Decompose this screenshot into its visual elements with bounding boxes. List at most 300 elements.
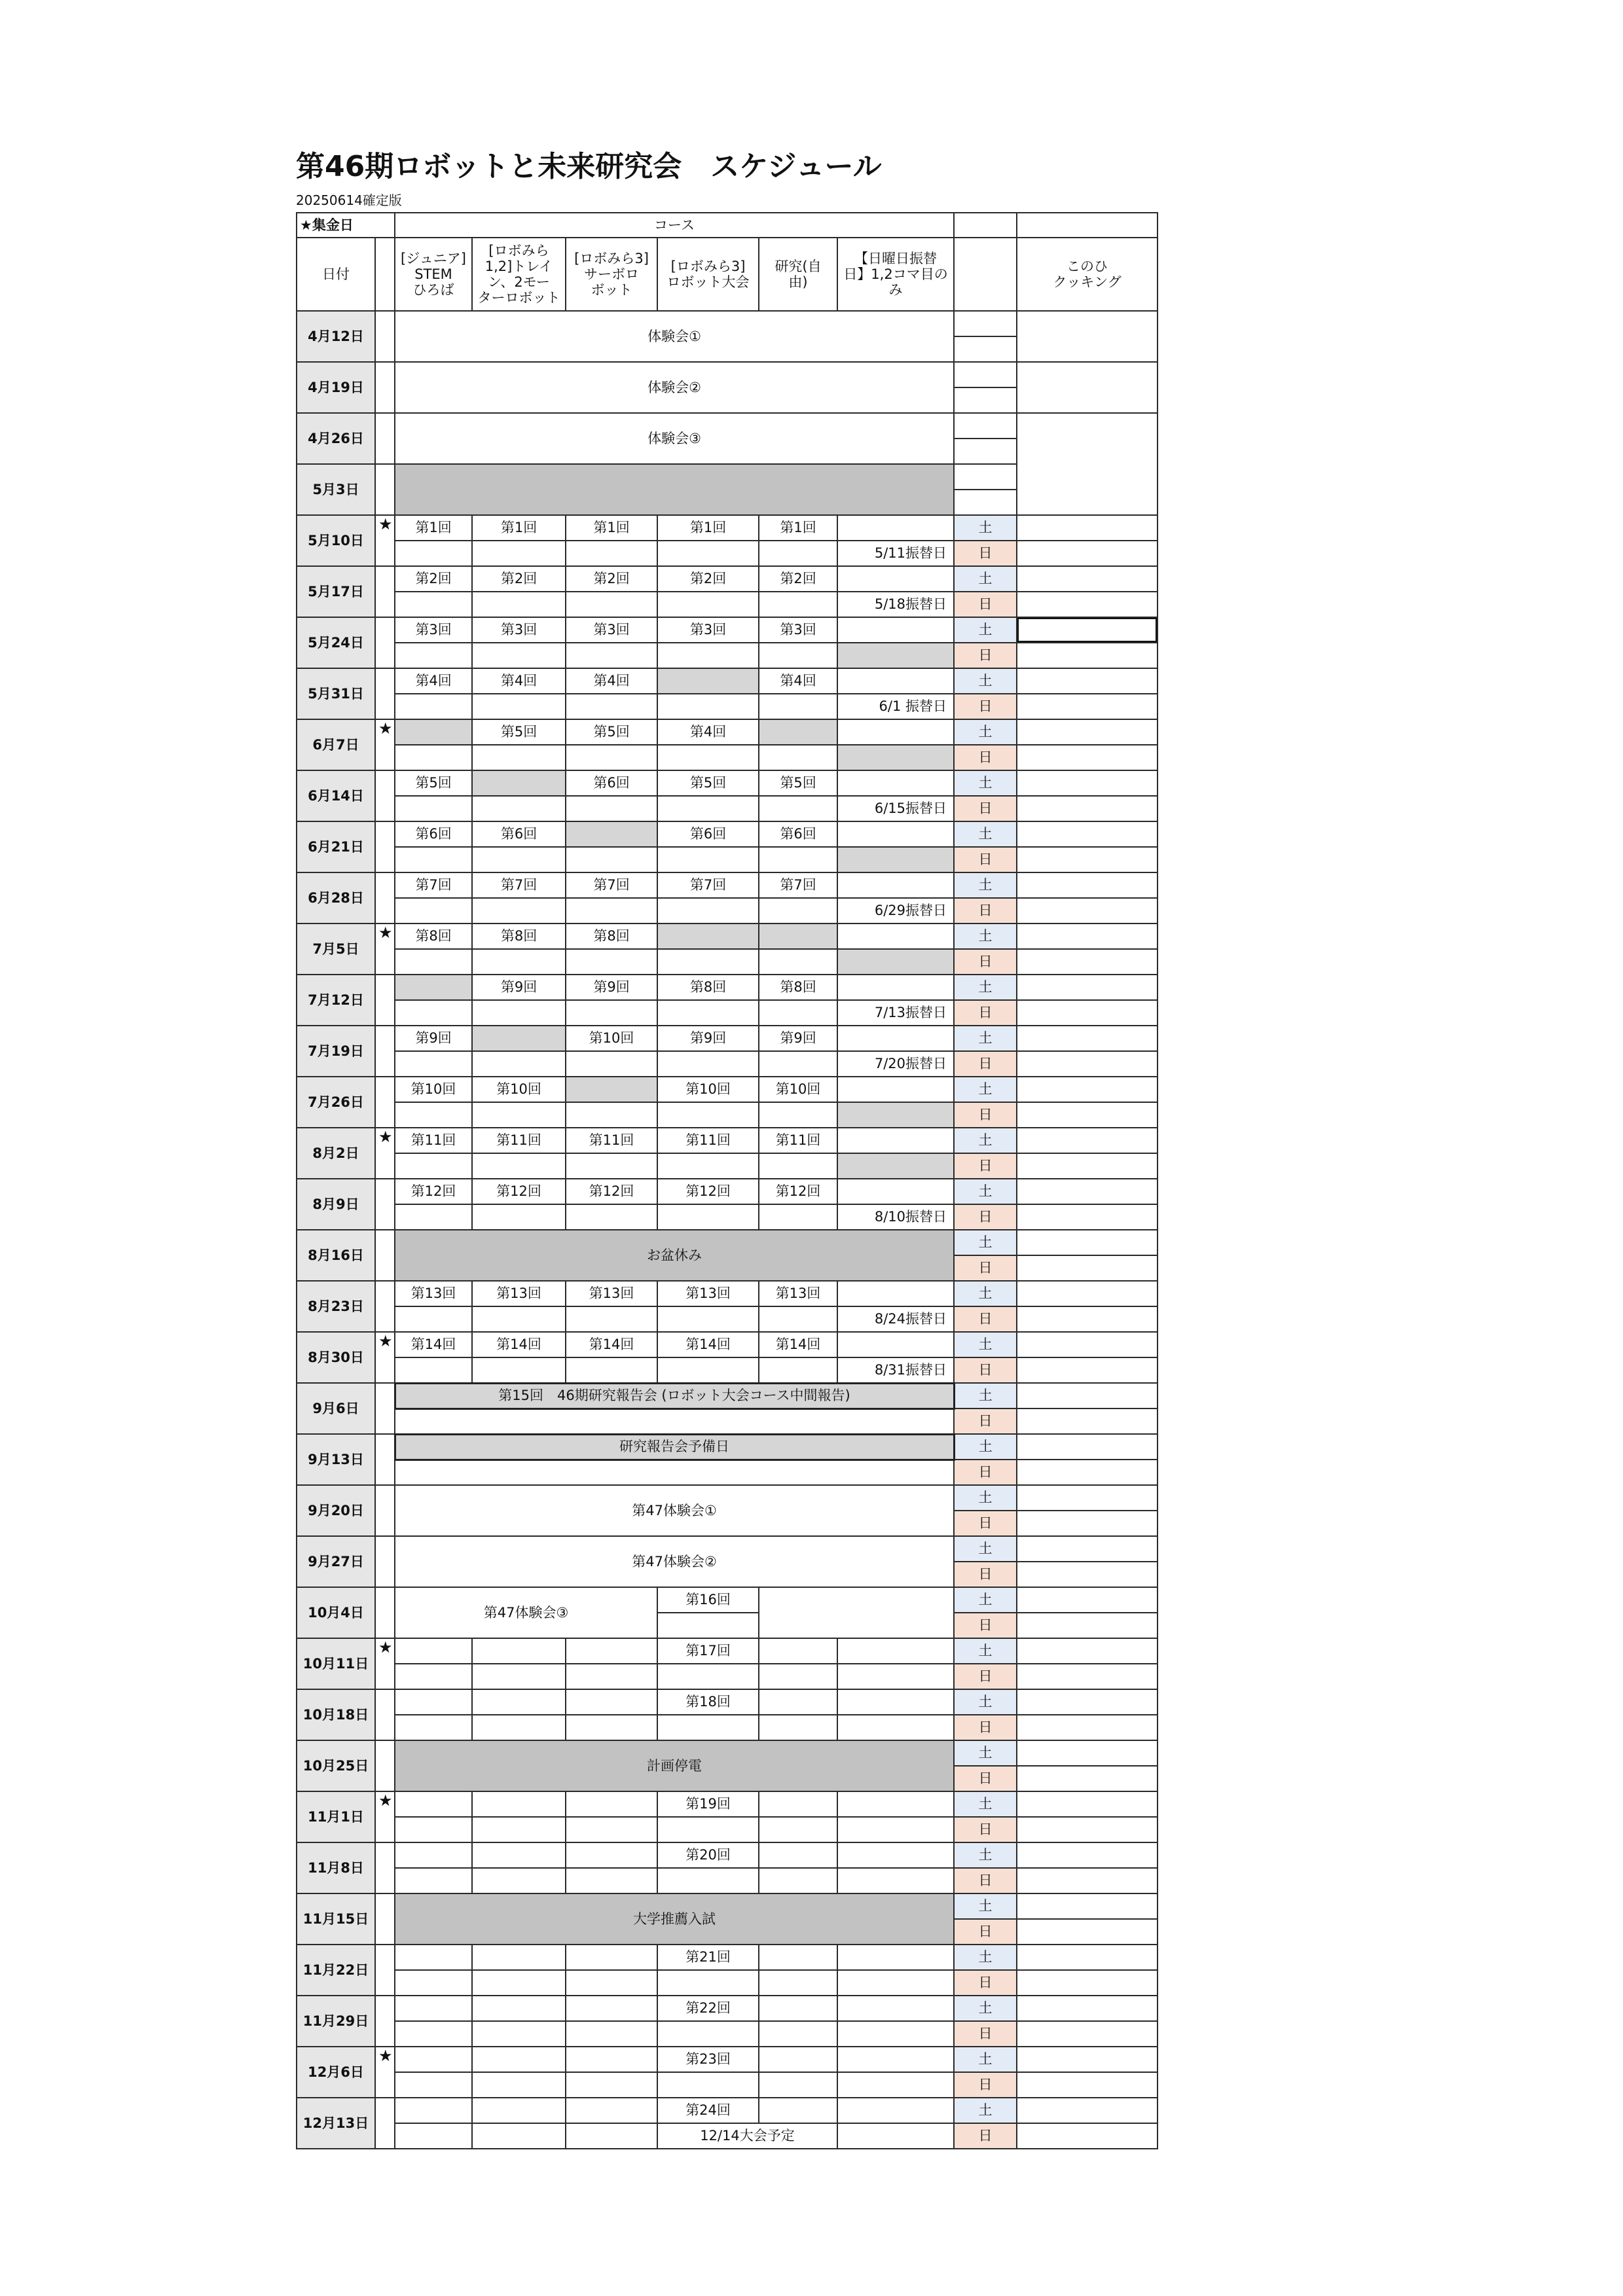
cooking-cell [1017, 1204, 1158, 1230]
session-cell: 第8回 [759, 975, 837, 1000]
saturday-cell: 土 [954, 566, 1017, 592]
sunday-cell: 日 [954, 2021, 1017, 2047]
session-cell: 第9回 [657, 1026, 759, 1051]
session-cell: 第1回 [759, 515, 837, 541]
empty-cell [759, 643, 837, 668]
empty-cell [472, 2098, 566, 2123]
star-cell [375, 1077, 395, 1128]
empty-cell [472, 643, 566, 668]
table-row [297, 515, 1158, 541]
saturday-cell: 土 [954, 1128, 1017, 1153]
session-cell: 第2回 [657, 566, 759, 592]
cooking-cell [1017, 1434, 1158, 1460]
session-cell: 第4回 [566, 668, 657, 694]
empty-cell [837, 2047, 954, 2072]
empty-cell [395, 898, 472, 924]
cooking-cell [1017, 847, 1158, 872]
sunday-cell: 日 [954, 1306, 1017, 1332]
no-class-cell [395, 975, 472, 1000]
makeup-day-cell: 6/1 振替日 [837, 694, 954, 719]
empty-cell [759, 1715, 837, 1740]
table-row [297, 1026, 1158, 1051]
date-cell: 6月21日 [297, 821, 375, 872]
session-cell: 第12回 [657, 1179, 759, 1204]
table-row [297, 924, 1158, 949]
session-cell: 第11回 [395, 1128, 472, 1153]
no-class-cell [566, 821, 657, 847]
table-row [297, 872, 1158, 898]
saturday-cell: 土 [954, 1026, 1017, 1051]
empty-cell [837, 2021, 954, 2047]
no-class-cell [837, 643, 954, 668]
session-cell: 第2回 [395, 566, 472, 592]
table-row [297, 1332, 1158, 1357]
date-cell: 5月10日 [297, 515, 375, 566]
table-row [297, 1740, 1158, 1766]
empty-cell [759, 1945, 837, 1970]
empty-cell [759, 796, 837, 821]
table-row [297, 1587, 1158, 1613]
session-cell: 第23回 [657, 2047, 759, 2072]
empty-cell [395, 1817, 472, 1842]
event-banner: 第47体験会③ [395, 1587, 657, 1638]
sunday-cell: 日 [954, 796, 1017, 821]
empty-cell [759, 1051, 837, 1077]
empty-cell [395, 1408, 954, 1434]
session-cell: 第5回 [472, 719, 566, 745]
date-cell: 12月13日 [297, 2098, 375, 2149]
course-robot-contest: [ロボみら3] ロボット大会 [657, 238, 759, 311]
empty-cell [566, 1664, 657, 1689]
empty-cell [837, 1791, 954, 1817]
sunday-cell: 日 [954, 1766, 1017, 1791]
empty-cell [657, 1868, 759, 1893]
cooking-cell [1017, 1791, 1158, 1817]
session-cell [837, 566, 954, 592]
cooking-cell [1017, 975, 1158, 1000]
date-cell: 8月16日 [297, 1230, 375, 1281]
session-cell: 第3回 [395, 617, 472, 643]
session-cell [837, 617, 954, 643]
empty-cell [566, 1000, 657, 1026]
session-cell: 第3回 [472, 617, 566, 643]
empty-cell [566, 2021, 657, 2047]
cooking-cell [1017, 311, 1158, 362]
session-cell: 第1回 [395, 515, 472, 541]
empty-cell [837, 2123, 954, 2149]
cooking-cell [1017, 1179, 1158, 1204]
saturday-cell: 土 [954, 1945, 1017, 1970]
empty-cell [395, 1357, 472, 1383]
session-cell: 第8回 [472, 924, 566, 949]
empty-cell [395, 1204, 472, 1230]
session-cell: 第7回 [759, 872, 837, 898]
session-cell: 第14回 [657, 1332, 759, 1357]
star-cell [375, 821, 395, 872]
sunday-cell: 日 [954, 745, 1017, 770]
empty-cell [759, 694, 837, 719]
empty-cell [837, 1945, 954, 1970]
empty-cell [837, 1970, 954, 1996]
empty-cell [837, 1868, 954, 1893]
date-cell: 9月20日 [297, 1485, 375, 1536]
saturday-cell: 土 [954, 1179, 1017, 1204]
session-cell: 第7回 [657, 872, 759, 898]
sunday-cell: 日 [954, 1664, 1017, 1689]
cooking-cell [1017, 719, 1158, 745]
star-cell [375, 668, 395, 719]
makeup-day-cell: 8/10振替日 [837, 1204, 954, 1230]
makeup-day-cell: 8/24振替日 [837, 1306, 954, 1332]
table-row [297, 362, 1158, 387]
table-row [297, 1204, 1158, 1230]
empty-cell [395, 2123, 472, 2149]
empty-cell [759, 745, 837, 770]
saturday-cell: 土 [954, 1434, 1017, 1460]
empty-cell [395, 949, 472, 975]
empty-cell [472, 1868, 566, 1893]
table-row [297, 2098, 1158, 2123]
table-row [297, 1153, 1158, 1179]
session-cell: 第4回 [759, 668, 837, 694]
cooking-cell [1017, 2072, 1158, 2098]
session-cell [837, 770, 954, 796]
course-sunday-makeup: 【日曜日振替 日】1,2コマ目の み [837, 238, 954, 311]
empty-cell [657, 1664, 759, 1689]
cooking-cell [1017, 617, 1158, 643]
no-class-cell [566, 1077, 657, 1102]
table-row [297, 1128, 1158, 1153]
star-cell [375, 1230, 395, 1281]
session-cell: 第11回 [472, 1128, 566, 1153]
sunday-cell: 日 [954, 1460, 1017, 1485]
cooking-cell [1017, 1893, 1158, 1919]
date-cell: 8月9日 [297, 1179, 375, 1230]
cooking-cell [1017, 566, 1158, 592]
date-cell: 5月31日 [297, 668, 375, 719]
sunday-cell: 日 [954, 1357, 1017, 1383]
empty-cell [472, 592, 566, 617]
empty-cell [566, 541, 657, 566]
saturday-cell: 土 [954, 668, 1017, 694]
date-cell: 11月15日 [297, 1893, 375, 1945]
cooking-cell [1017, 592, 1158, 617]
saturday-cell: 土 [954, 2098, 1017, 2123]
date-cell: 11月22日 [297, 1945, 375, 1996]
empty-cell [472, 694, 566, 719]
star-cell [375, 1587, 395, 1638]
empty-cell [472, 1970, 566, 1996]
star-cell [375, 1281, 395, 1332]
session-cell: 第7回 [395, 872, 472, 898]
empty-cell [566, 949, 657, 975]
empty-cell [759, 592, 837, 617]
table-row [297, 1664, 1158, 1689]
empty-cell [395, 1638, 472, 1664]
star-cell [375, 975, 395, 1026]
no-class-cell [657, 924, 759, 949]
empty-cell [566, 847, 657, 872]
empty-cell [657, 1204, 759, 1230]
empty-cell [759, 1868, 837, 1893]
session-cell [837, 1179, 954, 1204]
date-cell: 4月19日 [297, 362, 375, 413]
empty-cell [759, 949, 837, 975]
session-cell: 第13回 [472, 1281, 566, 1306]
event-banner: 研究報告会予備日 [395, 1434, 954, 1460]
empty-cell [759, 1102, 837, 1128]
table-row [297, 1842, 1158, 1868]
date-cell: 7月19日 [297, 1026, 375, 1077]
table-row [297, 2021, 1158, 2047]
empty-cell [395, 1664, 472, 1689]
cooking-cell [1017, 1868, 1158, 1893]
cooking-cell [1017, 1638, 1158, 1664]
cooking-cell [1017, 1408, 1158, 1434]
cooking-cell [1017, 413, 1158, 515]
table-row [297, 1077, 1158, 1102]
cooking-cell [1017, 1689, 1158, 1715]
table-row [297, 1102, 1158, 1128]
empty-cell [566, 745, 657, 770]
cooking-cell [1017, 1026, 1158, 1051]
empty-cell [837, 2072, 954, 2098]
session-cell: 第13回 [395, 1281, 472, 1306]
session-cell: 第6回 [759, 821, 837, 847]
no-class-cell [837, 949, 954, 975]
date-cell: 5月3日 [297, 464, 375, 515]
empty-cell [472, 2123, 566, 2149]
empty-cell [395, 1970, 472, 1996]
star-cell [375, 464, 395, 515]
course-header: コース [395, 213, 954, 238]
empty-cell [395, 1102, 472, 1128]
empty-cell [657, 592, 759, 617]
empty-cell [395, 847, 472, 872]
empty-cell [759, 1638, 837, 1664]
table-row [297, 1281, 1158, 1306]
date-cell: 10月4日 [297, 1587, 375, 1638]
empty-cell [566, 796, 657, 821]
cooking-cell [1017, 515, 1158, 541]
collection-day-star-icon: ★ [375, 719, 395, 770]
empty-cell [395, 2098, 472, 2123]
no-class-cell [472, 770, 566, 796]
cooking-cell [1017, 1332, 1158, 1357]
makeup-day-cell: 6/29振替日 [837, 898, 954, 924]
date-header: 日付 [297, 238, 375, 311]
star-cell [375, 1740, 395, 1791]
cooking-cell [1017, 924, 1158, 949]
session-cell: 第17回 [657, 1638, 759, 1664]
saturday-cell: 土 [954, 975, 1017, 1000]
empty-cell [395, 1460, 954, 1485]
empty-cell [395, 1689, 472, 1715]
session-cell: 第16回 [657, 1587, 759, 1613]
session-cell: 第8回 [395, 924, 472, 949]
cooking-cell [1017, 1817, 1158, 1842]
saturday-cell: 土 [954, 1842, 1017, 1868]
header-blank [1017, 213, 1158, 238]
session-cell: 第9回 [759, 1026, 837, 1051]
empty-cell [759, 1817, 837, 1842]
no-class-cell [837, 847, 954, 872]
session-cell: 第2回 [566, 566, 657, 592]
session-cell: 第4回 [472, 668, 566, 694]
cooking-cell [1017, 821, 1158, 847]
empty-cell [759, 1357, 837, 1383]
empty-cell [837, 2098, 954, 2123]
empty-cell [395, 694, 472, 719]
session-cell: 第8回 [566, 924, 657, 949]
sunday-cell: 日 [954, 1204, 1017, 1230]
cooking-cell [1017, 1000, 1158, 1026]
session-cell: 第5回 [759, 770, 837, 796]
session-cell: 第8回 [657, 975, 759, 1000]
date-cell: 6月7日 [297, 719, 375, 770]
session-cell: 第5回 [657, 770, 759, 796]
empty-cell [395, 1715, 472, 1740]
day-slot-cell [954, 413, 1017, 439]
table-row [297, 643, 1158, 668]
empty-cell [472, 1664, 566, 1689]
course-free-research: 研究(自 由) [759, 238, 837, 311]
table-row [297, 1179, 1158, 1204]
star-cell [375, 311, 395, 362]
star-cell [375, 1485, 395, 1536]
table-row [297, 770, 1158, 796]
empty-cell [657, 1000, 759, 1026]
cooking-cell [1017, 1613, 1158, 1638]
star-cell [375, 1689, 395, 1740]
table-row [297, 1230, 1158, 1255]
empty-cell [472, 1842, 566, 1868]
saturday-cell: 土 [954, 1485, 1017, 1511]
header-blank [954, 213, 1017, 238]
empty-cell [395, 1051, 472, 1077]
empty-cell [472, 898, 566, 924]
session-cell: 第5回 [395, 770, 472, 796]
empty-cell [657, 1153, 759, 1179]
empty-cell [566, 1051, 657, 1077]
empty-cell [759, 2047, 837, 2072]
day-slot-cell [954, 362, 1017, 387]
table-row [297, 847, 1158, 872]
sunday-cell: 日 [954, 643, 1017, 668]
empty-cell [566, 2098, 657, 2123]
empty-cell [566, 1945, 657, 1970]
session-cell [837, 975, 954, 1000]
star-cell [375, 617, 395, 668]
no-class-cell [837, 1102, 954, 1128]
empty-cell [759, 1587, 954, 1638]
session-cell: 第12回 [472, 1179, 566, 1204]
date-cell: 4月26日 [297, 413, 375, 464]
empty-cell [472, 1153, 566, 1179]
event-banner: 第47体験会② [395, 1536, 954, 1587]
saturday-cell: 土 [954, 1740, 1017, 1766]
no-class-cell [657, 668, 759, 694]
session-cell: 第1回 [472, 515, 566, 541]
empty-cell [657, 847, 759, 872]
empty-cell [566, 1791, 657, 1817]
empty-cell [472, 1000, 566, 1026]
saturday-cell: 土 [954, 2047, 1017, 2072]
cooking-cell [1017, 1357, 1158, 1383]
sunday-cell: 日 [954, 1817, 1017, 1842]
empty-cell [395, 796, 472, 821]
empty-cell [566, 1102, 657, 1128]
makeup-day-cell: 5/18振替日 [837, 592, 954, 617]
empty-cell [657, 1817, 759, 1842]
session-cell [837, 1281, 954, 1306]
empty-cell [657, 1613, 759, 1638]
table-row [297, 1051, 1158, 1077]
makeup-day-cell: 6/15振替日 [837, 796, 954, 821]
star-cell [375, 1026, 395, 1077]
sunday-cell: 日 [954, 592, 1017, 617]
empty-cell [566, 694, 657, 719]
event-banner: 大学推薦入試 [395, 1893, 954, 1945]
table-row [297, 1945, 1158, 1970]
date-cell: 6月14日 [297, 770, 375, 821]
date-cell: 10月11日 [297, 1638, 375, 1689]
table-row [297, 745, 1158, 770]
date-cell: 12月6日 [297, 2047, 375, 2098]
sunday-cell: 日 [954, 898, 1017, 924]
sunday-cell: 日 [954, 1511, 1017, 1536]
contest-note: 12/14大会予定 [657, 2123, 837, 2149]
empty-cell [472, 1791, 566, 1817]
session-cell: 第14回 [759, 1332, 837, 1357]
cooking-cell [1017, 1306, 1158, 1332]
date-cell: 9月13日 [297, 1434, 375, 1485]
empty-cell [657, 1970, 759, 1996]
page-title: 第46期ロボットと未来研究会 スケジュール [296, 150, 882, 183]
empty-cell [472, 1102, 566, 1128]
event-banner [395, 464, 954, 515]
cooking-cell [1017, 2098, 1158, 2123]
session-cell: 第6回 [566, 770, 657, 796]
sunday-cell: 日 [954, 1153, 1017, 1179]
star-cell [375, 362, 395, 413]
star-cell [375, 1996, 395, 2047]
cooking-cell [1017, 2123, 1158, 2149]
day-slot-cell [954, 490, 1017, 515]
session-cell [837, 872, 954, 898]
empty-cell [657, 1715, 759, 1740]
sunday-cell: 日 [954, 1970, 1017, 1996]
cooking-cell [1017, 1945, 1158, 1970]
empty-cell [566, 1306, 657, 1332]
session-cell: 第19回 [657, 1791, 759, 1817]
session-cell: 第11回 [759, 1128, 837, 1153]
empty-cell [759, 2098, 837, 2123]
empty-cell [472, 949, 566, 975]
schedule-table [296, 212, 1158, 2149]
saturday-cell: 土 [954, 1893, 1017, 1919]
sunday-cell: 日 [954, 1102, 1017, 1128]
sunday-cell: 日 [954, 1613, 1017, 1638]
cooking-cell [1017, 1383, 1158, 1408]
sunday-cell: 日 [954, 949, 1017, 975]
empty-cell [657, 1051, 759, 1077]
table-row [297, 2047, 1158, 2072]
empty-cell [657, 694, 759, 719]
table-row [297, 1970, 1158, 1996]
table-row [297, 1996, 1158, 2021]
table-row [297, 1791, 1158, 1817]
